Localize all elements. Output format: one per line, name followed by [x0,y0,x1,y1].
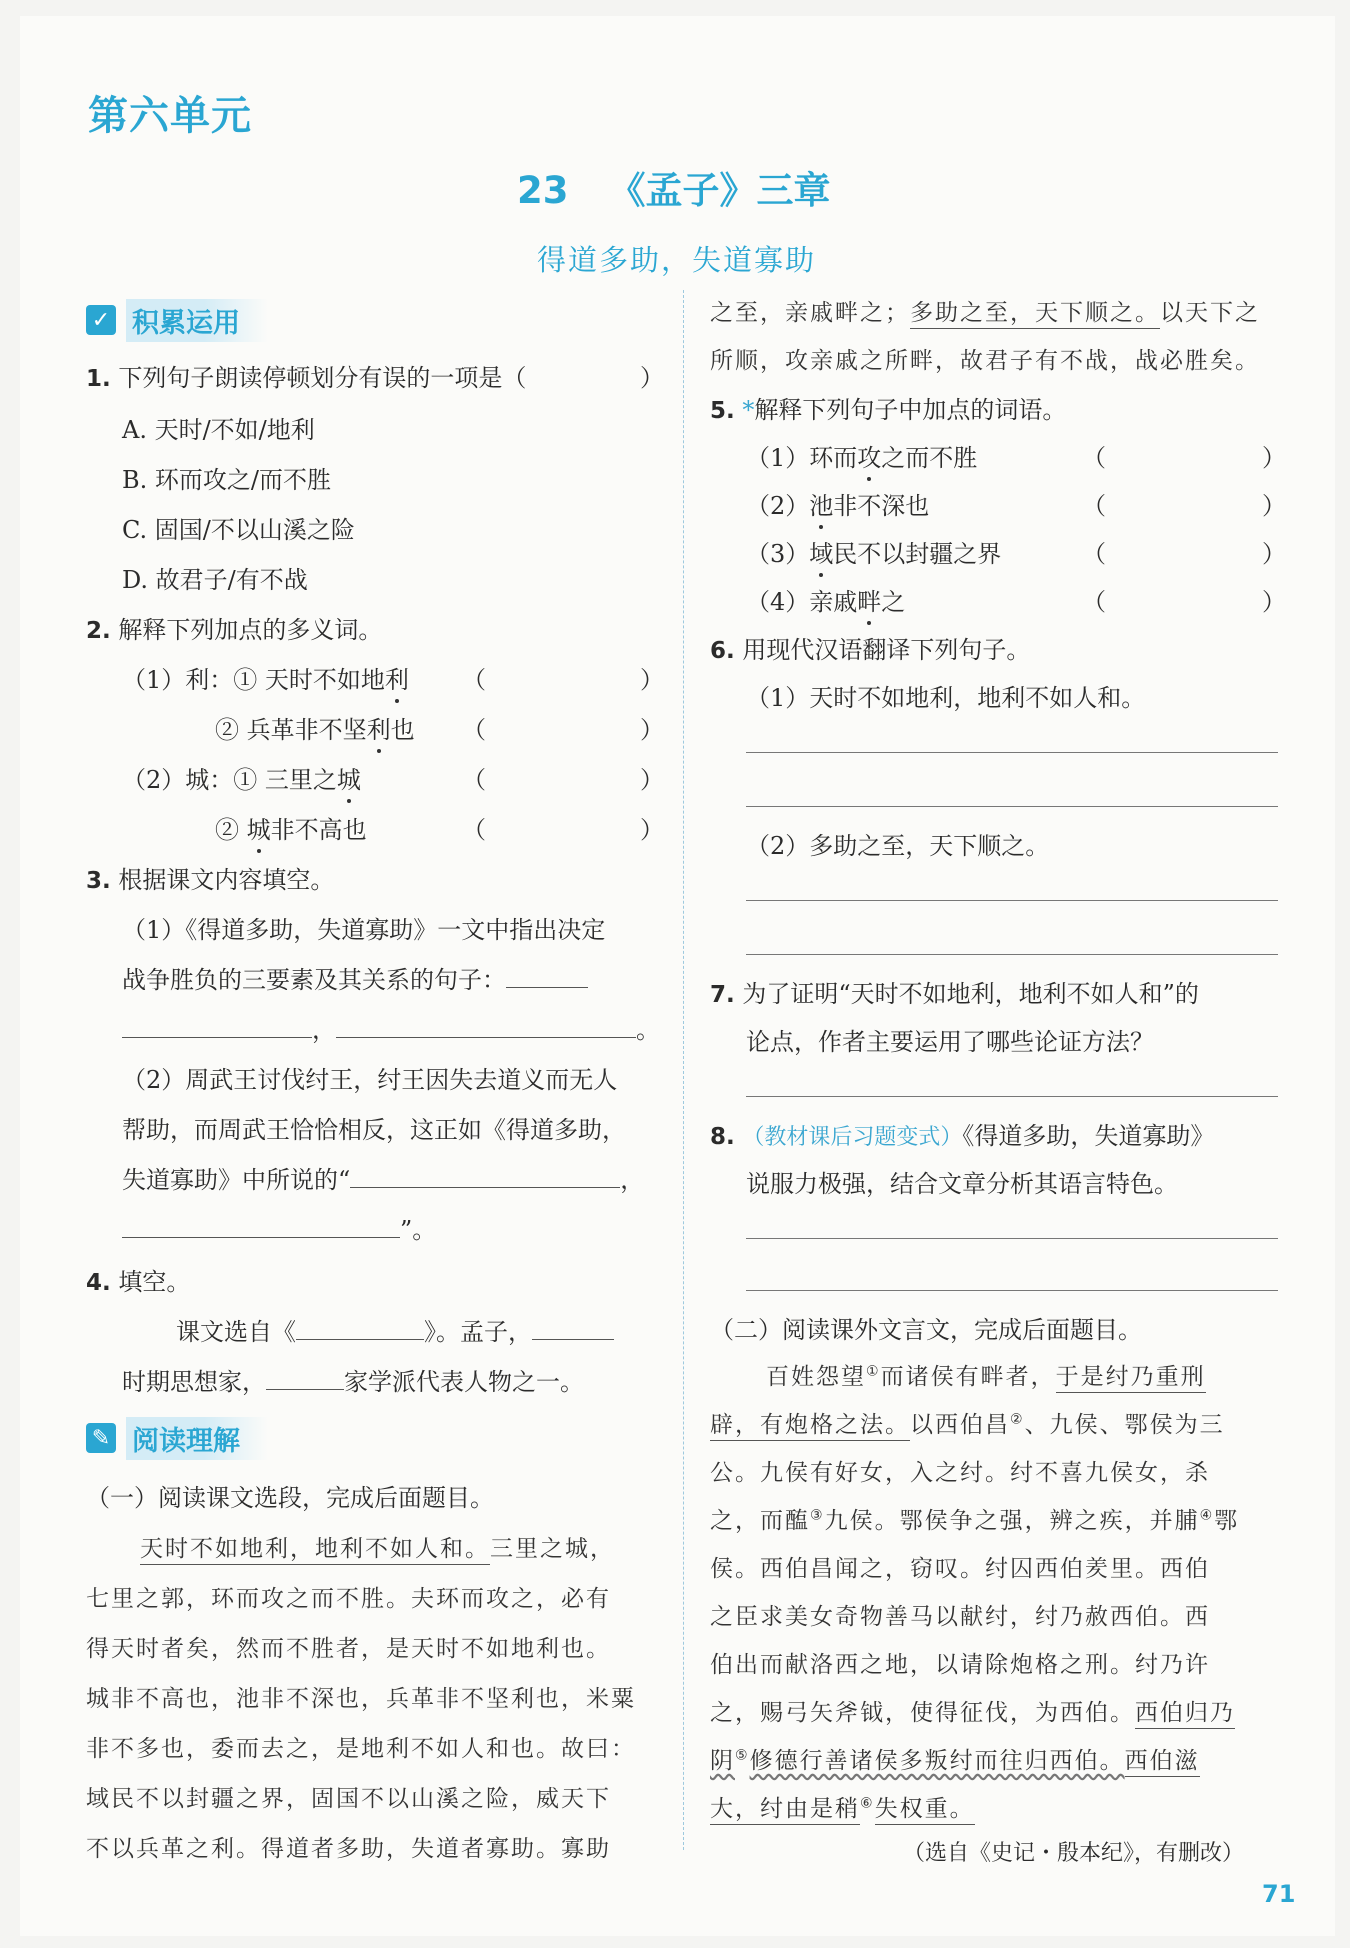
q3-part1-text: 战争胜负的三要素及其关系的句子： [122,966,506,994]
q4-line2 [122,1362,584,1397]
q5-item-dotted: 域 [809,540,834,568]
reading2-line [710,1502,1239,1535]
reading2-underlined: 西伯归乃 [1135,1700,1235,1729]
q3-blank[interactable] [122,1015,312,1038]
q5-item-tail: 非不深也 [833,492,930,520]
q2-item-1 [122,660,409,695]
q6-sentence-2: （2）多助之至，天下顺之。 [746,832,1050,860]
q5-item-text: （3） [746,540,810,568]
reading1-line: 非不多也，委而去之，是地利不如人和也。故曰： [86,1736,636,1762]
q5-item-text: （2） [746,492,810,520]
q5-item-tail: 之而不胜 [881,444,978,472]
q5-close-paren: ） [1262,588,1286,616]
lesson-number: 23 [517,169,569,212]
reading1-intro: （一）阅读课文选段，完成后面题目。 [86,1484,494,1512]
reading2-text: 百姓怨望 [766,1364,866,1390]
q8-line2: 说服力极强，结合文章分析其语言特色。 [746,1170,1178,1198]
q3-number: 3. [86,868,111,894]
footnote-marker: ② [1010,1411,1025,1428]
reading1-line [140,1530,615,1563]
q2-item-2-text: ② 兵革非不坚 [215,716,367,744]
q5-item-text: （1）环而 [746,444,858,472]
reading2-text: 之，而醢 [710,1508,810,1534]
q3-part2-line1: （2）周武王讨伐纣王，纣王因失去道义而无人 [122,1066,618,1094]
q3-part1-line3 [122,1010,660,1045]
q7-text: 为了证明“天时不如地利，地利不如人和”的 [742,980,1199,1008]
q4-number: 4. [86,1270,111,1296]
q5-close-paren: ） [1262,540,1286,568]
answer-line[interactable] [746,752,1278,753]
q2-close-paren: ） [640,766,664,794]
q5-item-dotted: 池 [809,492,834,520]
q3-part2-text: 失道寡助》中所说的“ [122,1166,351,1194]
reading2-underlined: 辟，有炮格之法。 [710,1412,910,1441]
q4-blank[interactable] [266,1367,344,1390]
q1-close-paren: ） [640,364,664,392]
q3-stem [86,860,334,895]
q4-text-d: 家学派代表人物之一。 [344,1368,584,1396]
q6-text: 用现代汉语翻译下列句子。 [742,636,1031,664]
reading2-underlined: 西伯滋 [1125,1748,1200,1777]
q2-close-paren: ） [640,666,664,694]
q3-text: 根据课文内容填空。 [118,866,335,894]
pencil-icon: ✎ [86,1423,116,1453]
q4-text-a: 课文选自《 [176,1318,296,1346]
q3-part2-line3 [122,1160,644,1195]
q3-blank[interactable] [506,965,588,988]
reading1-line: 七里之郭，环而攻之而不胜。夫环而攻之，必有 [86,1586,611,1612]
q2-item-3-text: （2）城：① 三里之 [122,766,337,794]
q1-option-a: A. 天时/不如/地利 [122,416,315,444]
section-title: 阅读理解 [126,1417,268,1460]
q8-stem [710,1116,1214,1151]
q2-item-4-text: ② [215,816,247,844]
q5-open-paren: （ [1082,540,1106,568]
footnote-marker: ⑤ [735,1747,750,1764]
unit-title: 第六单元 [88,93,252,139]
q5-item-1 [746,438,977,473]
reading2-text: 以西伯昌 [910,1412,1010,1438]
answer-line[interactable] [746,954,1278,955]
q8-text: 《得道多助，失道寡助》 [962,1122,1215,1150]
reading1-line: 所顺，攻亲戚之所畔，故君子有不战，战必胜矣。 [710,348,1260,374]
q2-item-2 [215,710,415,745]
q7-line2: 论点，作者主要运用了哪些论证方法？ [746,1028,1154,1056]
q4-stem [86,1262,190,1297]
q4-line1 [176,1312,614,1347]
answer-line[interactable] [746,1096,1278,1097]
answer-line[interactable] [746,900,1278,901]
reading2-wavy: 修德行善诸侯多叛纣而往归西伯。 [749,1748,1125,1774]
reading1-line: 不以兵革之利。得道者多助，失道者寡助。寡助 [86,1836,611,1862]
q1-option-d: D. 故君子/有不战 [122,566,308,594]
q2-item-2-dotted: 利 [366,716,391,744]
q5-stem [710,390,1066,425]
section-header-reading [86,1418,268,1458]
q2-item-3-dotted: 城 [336,766,361,794]
q3-quote-end: ”。 [400,1216,437,1244]
q2-item-1-text: （1）利：① 天时不如地 [122,666,385,694]
q4-text-c: 时期思想家， [122,1368,266,1396]
reading2-wavy: 阴 [710,1748,735,1774]
reading2-underlined: 于是纣乃重刑 [1056,1364,1206,1393]
q3-part1-line1: （1）《得道多助，失道寡助》一文中指出决定 [122,916,606,944]
reading2-underlined: 失权重。 [875,1796,975,1825]
reading2-line: 公。九侯有好女，入之纣。纣不喜九侯女，杀 [710,1460,1210,1486]
reading2-line [766,1358,1206,1391]
q2-item-4 [215,810,367,845]
q5-item-text: （4）亲戚 [746,588,858,616]
q2-close-paren: ） [640,716,664,744]
q1-text: 下列句子朗读停顿划分有误的一项是（ [118,364,527,392]
reading2-text: 鄂 [1214,1508,1240,1534]
q3-blank[interactable] [336,1015,636,1038]
reading2-line [710,1694,1235,1727]
q2-open-paren: （ [462,816,486,844]
reading2-text: 、九侯、鄂侯为三 [1024,1412,1225,1438]
q3-comma: ， [312,1016,336,1044]
footnote-marker: ⑥ [860,1795,875,1812]
answer-line[interactable] [746,1238,1278,1239]
lesson-name: 《孟子》三章 [608,169,831,212]
q3-blank[interactable] [350,1165,620,1188]
reading2-intro: （二）阅读课外文言文，完成后面题目。 [710,1316,1142,1344]
q7-number: 7. [710,982,735,1008]
q1-stem [86,358,526,393]
subtitle: 得道多助，失道寡助 [537,243,817,277]
q5-item-2 [746,486,929,521]
reading2-underlined: 大，纣由是稍 [710,1796,860,1825]
q4-blank[interactable] [296,1317,424,1340]
q2-number: 2. [86,618,111,644]
answer-line[interactable] [746,1290,1278,1291]
reading1-line: 域民不以封疆之界，固国不以山溪之险，威天下 [86,1786,611,1812]
q1-option-c: C. 固国/不以山溪之险 [122,516,355,544]
q2-stem [86,610,382,645]
reading1-text: 以天下之 [1160,300,1260,326]
column-divider [683,290,684,1850]
q8-tag: （教材课后习题变式） [742,1125,963,1150]
footnote-marker: ③ [810,1507,825,1524]
footnote-marker: ④ [1199,1507,1215,1524]
q3-part2-line4 [122,1210,436,1245]
q3-period: 。 [636,1016,660,1044]
reading1-underlined: 天时不如地利，地利不如人和。 [140,1536,490,1565]
q2-item-4-dotted: 城 [246,816,271,844]
q5-open-paren: （ [1082,444,1106,472]
q5-open-paren: （ [1082,492,1106,520]
q3-blank[interactable] [122,1215,400,1238]
reading1-text: 之至，亲戚畔之； [710,300,910,326]
q5-close-paren: ） [1262,492,1286,520]
star-icon: * [742,396,755,424]
q2-item-4-tail: 非不高也 [270,816,367,844]
q2-item-1-dotted: 利 [384,666,409,694]
q5-number: 5. [710,398,735,424]
footnote-marker: ① [866,1363,881,1380]
q5-item-tail: 民不以封疆之界 [833,540,1002,568]
q3-part1-line2 [122,960,588,995]
reading1-text: 三里之城， [490,1536,615,1562]
q4-text: 填空。 [118,1268,191,1296]
q6-sentence-1: （1）天时不如地利，地利不如人和。 [746,684,1146,712]
q2-item-3 [122,760,361,795]
q8-number: 8. [710,1124,735,1150]
q5-open-paren: （ [1082,588,1106,616]
q2-open-paren: （ [462,666,486,694]
q1-option-b: B. 环而攻之/而不胜 [122,466,331,494]
q3-comma: ， [620,1166,645,1194]
reading1-underlined: 多助之至，天下顺之。 [910,300,1160,329]
reading2-text: 九侯。鄂侯争之强，辨之疾，并脯 [824,1508,1200,1534]
checkbox-icon: ✓ [86,305,116,335]
page-number: 71 [1262,1880,1296,1908]
q4-blank[interactable] [532,1317,614,1340]
q3-part2-line2: 帮助，而周武王恰恰相反，这正如《得道多助， [122,1116,626,1144]
q5-item-4 [746,582,905,617]
reading1-line [710,294,1260,327]
q2-open-paren: （ [462,716,486,744]
answer-line[interactable] [746,806,1278,807]
q5-item-tail: 之 [881,588,906,616]
q2-close-paren: ） [640,816,664,844]
reading2-line: 侯。西伯昌闻之，窃叹。纣囚西伯羑里。西伯 [710,1556,1210,1582]
q5-text: 解释下列句子中加点的词语。 [754,396,1067,424]
q2-item-2-tail: 也 [390,716,415,744]
reading2-text: 而诸侯有畔者， [880,1364,1056,1390]
reading2-source: （选自《史记・殷本纪》，有删改） [903,1841,1245,1866]
q2-text: 解释下列加点的多义词。 [118,616,383,644]
reading2-line [710,1790,975,1823]
reading1-line: 城非不高也，池非不深也，兵革非不坚利也，米粟 [86,1686,636,1712]
q4-text-b: 》。孟子， [424,1318,532,1346]
q7-stem [710,974,1199,1009]
reading2-line [710,1742,1200,1775]
q5-item-dotted: 攻 [857,444,882,472]
q5-item-3 [746,534,1001,569]
lesson-title [517,160,831,214]
reading2-line: 之臣求美女奇物善马以献纣，纣乃赦西伯。西 [710,1604,1210,1630]
q5-item-dotted: 畔 [857,588,882,616]
q6-stem [710,630,1030,665]
q2-open-paren: （ [462,766,486,794]
reading2-line [710,1406,1225,1439]
reading2-line: 伯出而献洛西之地，以请除炮格之刑。纣乃许 [710,1652,1210,1678]
section-title: 积累运用 [126,299,268,342]
q6-number: 6. [710,638,735,664]
q1-number: 1. [86,366,111,392]
reading1-line: 得天时者矣，然而不胜者，是天时不如地利也。 [86,1636,611,1662]
section-header-accumulate [86,300,268,340]
reading2-text: 之，赐弓矢斧钺，使得征伐，为西伯。 [710,1700,1135,1726]
q5-close-paren: ） [1262,444,1286,472]
